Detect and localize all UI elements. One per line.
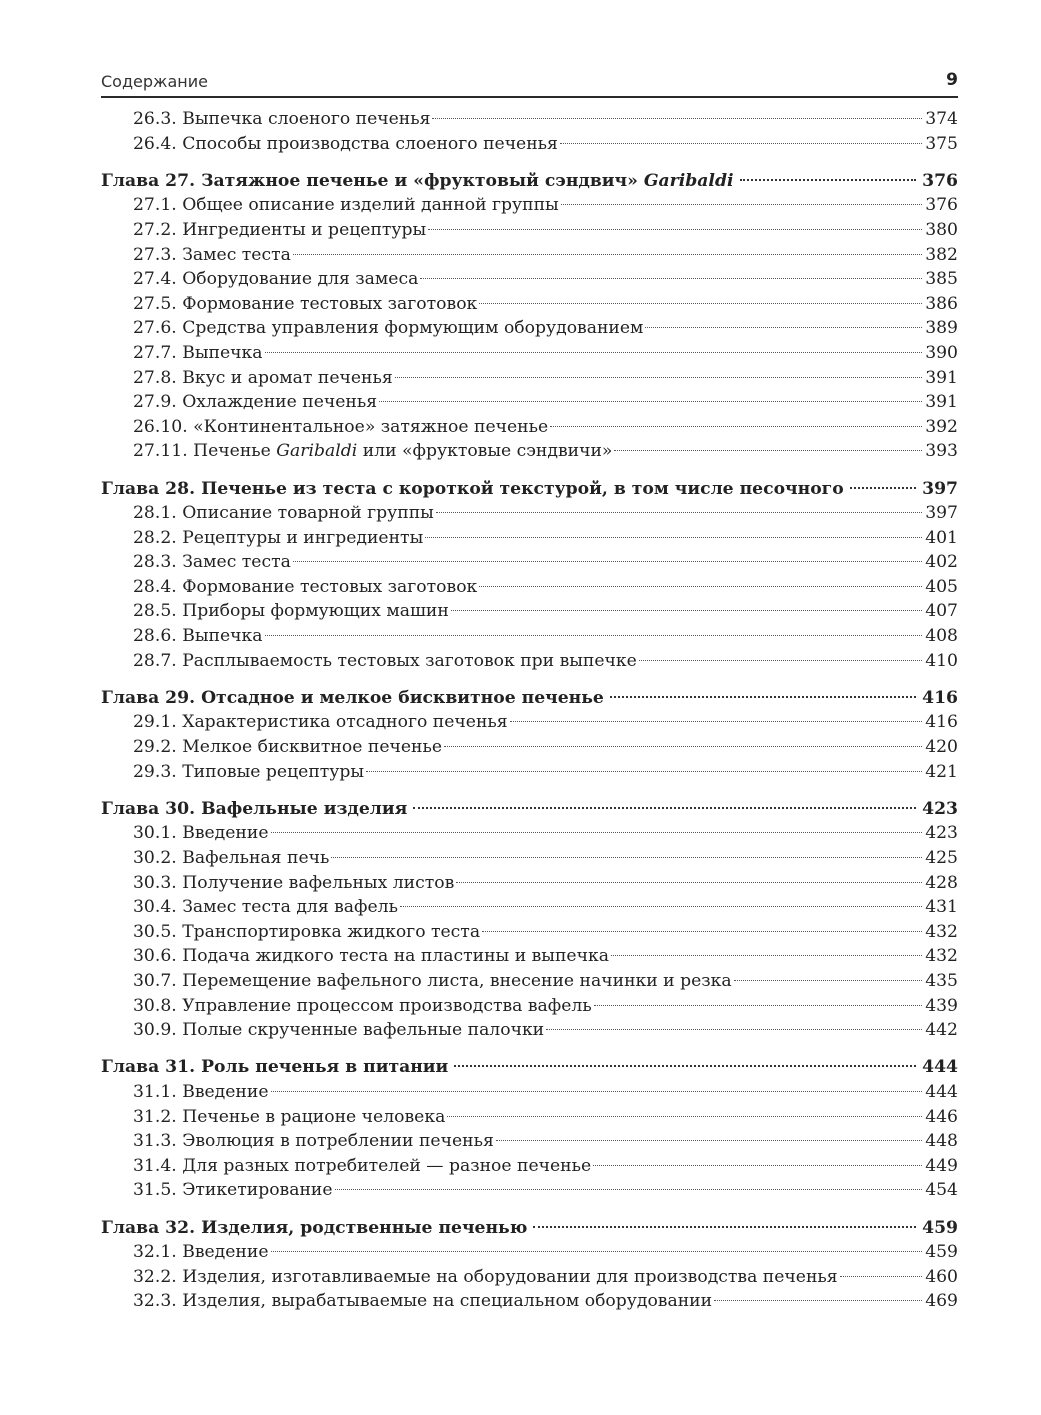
toc-entry-number: 27.1.	[133, 195, 177, 216]
toc-entry-page: 382	[925, 244, 958, 265]
toc-entry-label	[133, 1080, 269, 1105]
toc-entry-label	[133, 341, 263, 366]
dot-leader	[639, 660, 922, 661]
toc-entry-title: Изделия, вырабатываемые на специальном оборудовании	[182, 1291, 713, 1312]
toc-entry-number: 32.1.	[133, 1242, 177, 1263]
dot-leader	[714, 1300, 922, 1301]
dot-leader	[444, 746, 922, 747]
toc-entry-number: 27.9.	[133, 392, 177, 413]
toc-entry-title: Выпечка слоеного печенья	[182, 109, 431, 129]
toc-entry-title: Эволюция в потреблении печенья	[182, 1131, 494, 1152]
toc-entry-page: 385	[925, 269, 958, 290]
dot-leader	[335, 1189, 922, 1190]
toc-entry[interactable]	[101, 366, 958, 391]
toc-entry[interactable]	[101, 1154, 958, 1179]
toc-entry[interactable]	[101, 1080, 958, 1105]
toc-entry-title: Формование тестовых заготовок	[182, 576, 478, 597]
dot-leader	[379, 401, 922, 402]
toc-entry-label	[133, 1018, 544, 1043]
toc-entry[interactable]	[101, 316, 958, 341]
toc-entry-page: 397	[922, 478, 958, 499]
toc-entry[interactable]	[101, 390, 958, 415]
toc-entry-number: 29.2.	[133, 737, 177, 758]
dot-leader	[265, 352, 923, 353]
toc-entry-number: 30.9.	[133, 1020, 177, 1041]
toc-entry-title: Введение	[182, 823, 269, 844]
dot-leader	[413, 807, 916, 809]
toc-entry-page: 393	[925, 441, 958, 462]
toc-entry-title: Затяжное печенье и «фруктовый сэндвич»	[201, 170, 638, 191]
toc-entry-number: Глава 28.	[101, 478, 196, 499]
toc-entry-label	[133, 846, 329, 871]
toc-entry-number: 29.3.	[133, 761, 177, 782]
toc-entry-title: Замес теста для вафель	[182, 897, 398, 918]
toc-entry-number: 27.8.	[133, 367, 177, 388]
dot-leader	[425, 537, 922, 538]
toc-entry-page: 428	[925, 872, 958, 893]
toc-entry-label	[133, 871, 454, 896]
toc-entry[interactable]	[101, 439, 958, 464]
toc-entry-title: Характеристика отсадного печенья	[182, 712, 508, 733]
dot-leader	[271, 1091, 922, 1092]
toc-entry[interactable]	[101, 1178, 958, 1203]
toc-entry-label	[133, 1154, 591, 1179]
dot-leader	[436, 512, 922, 513]
toc-entry-number: Глава 27.	[101, 170, 196, 191]
dot-leader	[550, 426, 922, 427]
toc-entry-title: Вафельные изделия	[201, 798, 408, 819]
dot-leader	[271, 1251, 922, 1252]
toc-entry-page: 432	[925, 946, 958, 967]
toc-entry-title: Оборудование для замеса	[182, 269, 419, 290]
toc-entry-title: Управление процессом производства вафель	[182, 995, 592, 1016]
toc-entry-number: 26.3.	[133, 109, 177, 129]
dot-leader	[482, 931, 922, 932]
toc-entry-title: «Континентальное» затяжное печенье	[193, 416, 549, 437]
toc-entry-label	[133, 1265, 838, 1290]
toc-entry-label	[133, 920, 480, 945]
toc-entry-title: Вкус и аромат печенья	[182, 367, 393, 388]
toc-chapter[interactable]	[101, 797, 958, 822]
toc-entry[interactable]	[101, 944, 958, 969]
toc-entry[interactable]	[101, 1018, 958, 1043]
toc-entry-page: 459	[925, 1242, 958, 1263]
dot-leader	[611, 955, 922, 956]
toc-entry-title: Мелкое бисквитное печенье	[182, 737, 443, 758]
toc-entry-number: 28.3.	[133, 552, 177, 573]
toc-entry-label	[133, 218, 426, 243]
toc-entry-page: 392	[925, 416, 958, 437]
toc-entry-number: 26.10.	[133, 416, 188, 437]
toc-entry[interactable]	[101, 821, 958, 846]
toc-entry-number: 31.4.	[133, 1155, 177, 1176]
toc-entry[interactable]	[101, 1129, 958, 1154]
toc-entry[interactable]	[101, 501, 958, 526]
dot-leader	[451, 610, 922, 611]
toc-entry-page: 435	[925, 970, 958, 991]
toc-entry-label	[133, 624, 263, 649]
toc-entry-page: 421	[925, 761, 958, 782]
dot-leader	[456, 882, 922, 883]
toc-entry-title: Печенье	[193, 441, 271, 462]
dot-leader	[546, 1029, 922, 1030]
toc-entry-number: 28.1.	[133, 503, 177, 524]
toc-entry-page: 416	[922, 687, 958, 708]
toc-entry-label	[133, 501, 434, 526]
toc-entry-number: 30.7.	[133, 970, 177, 991]
toc-entry-title: Перемещение вафельного листа, внесение начинки и резка	[182, 970, 732, 991]
toc-entry-page: 432	[925, 921, 958, 942]
dot-leader	[447, 1116, 922, 1117]
dot-leader	[560, 143, 922, 144]
toc-entry-page: 439	[925, 995, 958, 1016]
toc-entry-page: 391	[925, 392, 958, 413]
toc-entry-label	[101, 797, 407, 822]
toc-entry[interactable]	[101, 710, 958, 735]
toc-entry-title: Выпечка	[182, 342, 263, 363]
toc-entry-title: Способы производства слоеного печенья	[182, 133, 558, 154]
toc-entry[interactable]	[101, 895, 958, 920]
toc-entry-number: 27.4.	[133, 269, 177, 290]
toc-entry-number: Глава 31.	[101, 1057, 196, 1078]
toc-entry[interactable]	[101, 969, 958, 994]
toc-entry-title: Расплываемость тестовых заготовок при выпечке	[182, 650, 637, 671]
toc-entry-number: 28.4.	[133, 576, 177, 597]
toc-entry-page: 416	[925, 712, 958, 733]
toc-entry-number: 29.1.	[133, 712, 177, 733]
dot-leader	[734, 980, 922, 981]
dot-leader	[265, 635, 923, 636]
toc-entry-label	[133, 895, 398, 920]
dot-leader	[331, 857, 922, 858]
toc-entry[interactable]	[101, 920, 958, 945]
toc-entry-page: 386	[925, 293, 958, 314]
toc-entry-page: 425	[925, 848, 958, 868]
toc-entry[interactable]	[101, 341, 958, 366]
toc-entry-number: 30.8.	[133, 995, 177, 1016]
dot-leader	[293, 254, 922, 255]
toc-entry[interactable]	[101, 1265, 958, 1290]
dot-leader	[561, 204, 922, 205]
toc-chapter[interactable]	[101, 686, 958, 711]
dot-leader	[479, 303, 922, 304]
table-of-contents	[101, 107, 958, 1314]
toc-entry-page: 420	[925, 737, 958, 758]
toc-entry-label	[133, 1105, 445, 1130]
toc-entry-title: Охлаждение печенья	[182, 392, 378, 413]
toc-entry-title: Для разных потребителей — разное печенье	[182, 1155, 592, 1176]
toc-entry-number: 27.2.	[133, 219, 177, 240]
toc-chapter[interactable]	[101, 477, 958, 502]
toc-entry-label	[133, 107, 430, 132]
toc-entry-title: Замес теста	[182, 244, 291, 265]
toc-entry-label	[133, 994, 592, 1019]
toc-entry-label	[133, 575, 477, 600]
toc-entry-number: 28.6.	[133, 626, 177, 647]
toc-entry-page: 408	[925, 626, 958, 647]
dot-leader	[645, 327, 922, 328]
toc-entry-number: 31.5.	[133, 1180, 177, 1201]
toc-entry-title: Описание товарной группы	[182, 503, 434, 524]
toc-entry-number: 30.4.	[133, 897, 177, 918]
toc-entry[interactable]	[101, 267, 958, 292]
toc-entry[interactable]	[101, 193, 958, 218]
toc-entry-number: 32.2.	[133, 1266, 177, 1287]
toc-entry-number: 28.7.	[133, 650, 177, 671]
page-number: 9	[946, 70, 958, 90]
toc-entry-label	[101, 169, 734, 194]
toc-entry-number: 28.5.	[133, 601, 177, 622]
toc-entry-title: Общее описание изделий данной группы	[182, 195, 559, 216]
toc-entry-label	[133, 415, 548, 440]
toc-entry-label	[133, 735, 442, 760]
toc-entry[interactable]	[101, 735, 958, 760]
toc-entry[interactable]	[101, 1289, 958, 1314]
toc-entry[interactable]	[101, 1105, 958, 1130]
toc-entry-label	[133, 944, 609, 969]
toc-entry[interactable]	[101, 649, 958, 674]
toc-entry-title: Транспортировка жидкого теста	[182, 921, 481, 942]
toc-entry-title: Рецептуры и ингредиенты	[182, 527, 424, 548]
dot-leader	[420, 278, 922, 279]
toc-entry-label	[101, 1216, 527, 1241]
toc-entry[interactable]	[101, 243, 958, 268]
toc-entry-title-italic: Garibaldi	[643, 170, 734, 191]
toc-entry-page: 389	[925, 318, 958, 339]
toc-entry[interactable]	[101, 132, 958, 157]
toc-entry-number: Глава 32.	[101, 1217, 196, 1238]
toc-entry-page: 410	[925, 650, 958, 671]
toc-entry-title: Замес теста	[182, 552, 291, 573]
toc-entry-label	[133, 969, 732, 994]
toc-entry[interactable]	[101, 624, 958, 649]
toc-entry-label	[133, 292, 477, 317]
toc-entry-title: Этикетирование	[182, 1180, 333, 1201]
toc-entry-label	[101, 1055, 448, 1080]
toc-entry-number: 30.6.	[133, 946, 177, 967]
toc-entry[interactable]	[101, 107, 958, 132]
toc-entry-page: 390	[925, 342, 958, 363]
toc-entry-label	[101, 477, 844, 502]
toc-entry-title: Печенье из теста с короткой текстурой, в том числе песочного	[201, 478, 844, 499]
toc-chapter[interactable]	[101, 1216, 958, 1241]
toc-entry-page: 469	[925, 1291, 958, 1312]
toc-entry-number: 31.1.	[133, 1081, 177, 1102]
toc-entry-label	[133, 267, 418, 292]
toc-entry-number: 27.7.	[133, 342, 177, 363]
toc-entry-number: 30.5.	[133, 921, 177, 942]
dot-leader	[533, 1226, 916, 1228]
toc-entry-number: 26.4.	[133, 133, 177, 154]
dot-leader	[395, 377, 922, 378]
toc-entry-page: 448	[925, 1131, 958, 1152]
toc-entry[interactable]	[101, 550, 958, 575]
toc-entry-title-italic: Garibaldi	[276, 441, 358, 462]
toc-chapter[interactable]	[101, 169, 958, 194]
toc-entry-label	[133, 1240, 269, 1265]
toc-entry[interactable]	[101, 599, 958, 624]
toc-entry-number: 30.3.	[133, 872, 177, 893]
toc-entry-label	[133, 599, 449, 624]
dot-leader	[479, 586, 922, 587]
dot-leader	[366, 771, 922, 772]
toc-entry-title-suffix: или «фруктовые сэндвичи»	[357, 441, 613, 462]
toc-entry-label	[133, 760, 364, 785]
toc-entry[interactable]	[101, 846, 958, 871]
toc-entry-title: Получение вафельных листов	[182, 872, 455, 893]
toc-entry-label	[133, 366, 393, 391]
toc-entry[interactable]	[101, 760, 958, 785]
toc-entry-title: Изделия, изготавливаемые на оборудовании для производства печенья	[182, 1266, 838, 1287]
toc-entry-title: Подача жидкого теста на пластины и выпечка	[182, 946, 609, 967]
toc-entry-page: 375	[925, 133, 958, 154]
toc-entry-title: Печенье в рационе человека	[182, 1106, 446, 1127]
dot-leader	[610, 696, 916, 698]
dot-leader	[432, 118, 922, 119]
toc-entry-number: 31.3.	[133, 1131, 177, 1152]
toc-entry[interactable]	[101, 415, 958, 440]
toc-entry-title: Введение	[182, 1081, 269, 1102]
toc-entry-label	[133, 1289, 712, 1314]
toc-entry-number: 27.6.	[133, 318, 177, 339]
toc-chapter[interactable]	[101, 1055, 958, 1080]
toc-entry-number: 28.2.	[133, 527, 177, 548]
toc-entry-number: 31.2.	[133, 1106, 177, 1127]
toc-entry-number: 27.11.	[133, 441, 188, 462]
toc-entry-title: Формование тестовых заготовок	[182, 293, 478, 314]
toc-entry-number: 32.3.	[133, 1291, 177, 1312]
toc-entry-page: 444	[925, 1081, 958, 1102]
toc-entry-number: Глава 30.	[101, 798, 196, 819]
dot-leader	[614, 450, 922, 451]
toc-entry-label	[101, 686, 604, 711]
toc-entry-title: Ингредиенты и рецептуры	[182, 219, 427, 240]
toc-entry-label	[133, 550, 291, 575]
toc-entry-number: 30.2.	[133, 848, 177, 868]
toc-entry[interactable]	[101, 575, 958, 600]
toc-entry-title: Изделия, родственные печенью	[201, 1217, 528, 1238]
toc-entry-label	[133, 1178, 333, 1203]
toc-entry-page: 423	[922, 798, 958, 819]
toc-entry-title: Приборы формующих машин	[182, 601, 449, 622]
toc-entry-number: 27.3.	[133, 244, 177, 265]
toc-entry-page: 446	[925, 1106, 958, 1127]
toc-entry-label	[133, 526, 423, 551]
toc-entry-page: 454	[925, 1180, 958, 1201]
toc-entry-page: 402	[925, 552, 958, 573]
toc-entry-label	[133, 243, 291, 268]
toc-entry-page: 407	[925, 601, 958, 622]
toc-entry[interactable]	[101, 292, 958, 317]
toc-entry-number: 30.1.	[133, 823, 177, 844]
running-title: Содержание	[101, 72, 208, 91]
toc-entry-title: Типовые рецептуры	[182, 761, 365, 782]
toc-entry-page: 460	[925, 1266, 958, 1287]
dot-leader	[271, 832, 922, 833]
toc-entry-page: 374	[925, 109, 958, 129]
toc-entry-title: Выпечка	[182, 626, 263, 647]
toc-entry-label	[133, 193, 559, 218]
toc-entry-label	[133, 1129, 494, 1154]
toc-entry-title: Роль печенья в питании	[201, 1057, 449, 1078]
toc-entry-label	[133, 821, 269, 846]
running-header	[101, 70, 958, 98]
toc-entry-page: 376	[922, 170, 958, 191]
toc-entry[interactable]	[101, 218, 958, 243]
dot-leader	[293, 561, 922, 562]
toc-entry-page: 459	[922, 1217, 958, 1238]
toc-entry-label	[133, 390, 377, 415]
toc-entry[interactable]	[101, 871, 958, 896]
dot-leader	[400, 906, 922, 907]
toc-entry-title: Введение	[182, 1242, 269, 1263]
dot-leader	[850, 487, 916, 489]
toc-entry-label	[133, 439, 612, 464]
dot-leader	[840, 1276, 922, 1277]
dot-leader	[594, 1005, 922, 1006]
toc-entry-page: 380	[925, 219, 958, 240]
dot-leader	[593, 1165, 922, 1166]
toc-entry-label	[133, 132, 558, 157]
toc-entry-page: 442	[925, 1020, 958, 1041]
page	[101, 70, 958, 1314]
dot-leader	[428, 229, 922, 230]
dot-leader	[454, 1065, 916, 1067]
toc-entry-page: 376	[925, 195, 958, 216]
toc-entry-page: 444	[922, 1057, 958, 1078]
toc-entry-page: 397	[925, 503, 958, 524]
toc-entry-title: Полые скрученные вафельные палочки	[182, 1020, 545, 1041]
toc-entry-number: 27.5.	[133, 293, 177, 314]
toc-entry-title: Средства управления формующим оборудованием	[182, 318, 644, 339]
toc-entry[interactable]	[101, 1240, 958, 1265]
toc-entry-page: 423	[925, 823, 958, 844]
toc-entry[interactable]	[101, 526, 958, 551]
toc-entry-page: 431	[925, 897, 958, 918]
toc-entry-page: 449	[925, 1155, 958, 1176]
toc-entry-page: 405	[925, 576, 958, 597]
toc-entry-title: Отсадное и мелкое бисквитное печенье	[201, 687, 604, 708]
toc-entry-title: Вафельная печь	[182, 848, 330, 868]
toc-entry-number: Глава 29.	[101, 687, 196, 708]
toc-entry[interactable]	[101, 994, 958, 1019]
toc-entry-page: 391	[925, 367, 958, 388]
dot-leader	[496, 1140, 922, 1141]
toc-entry-label	[133, 649, 637, 674]
toc-entry-page: 401	[925, 527, 958, 548]
toc-entry-label	[133, 710, 508, 735]
dot-leader	[510, 721, 922, 722]
toc-entry-label	[133, 316, 643, 341]
dot-leader	[740, 179, 917, 181]
